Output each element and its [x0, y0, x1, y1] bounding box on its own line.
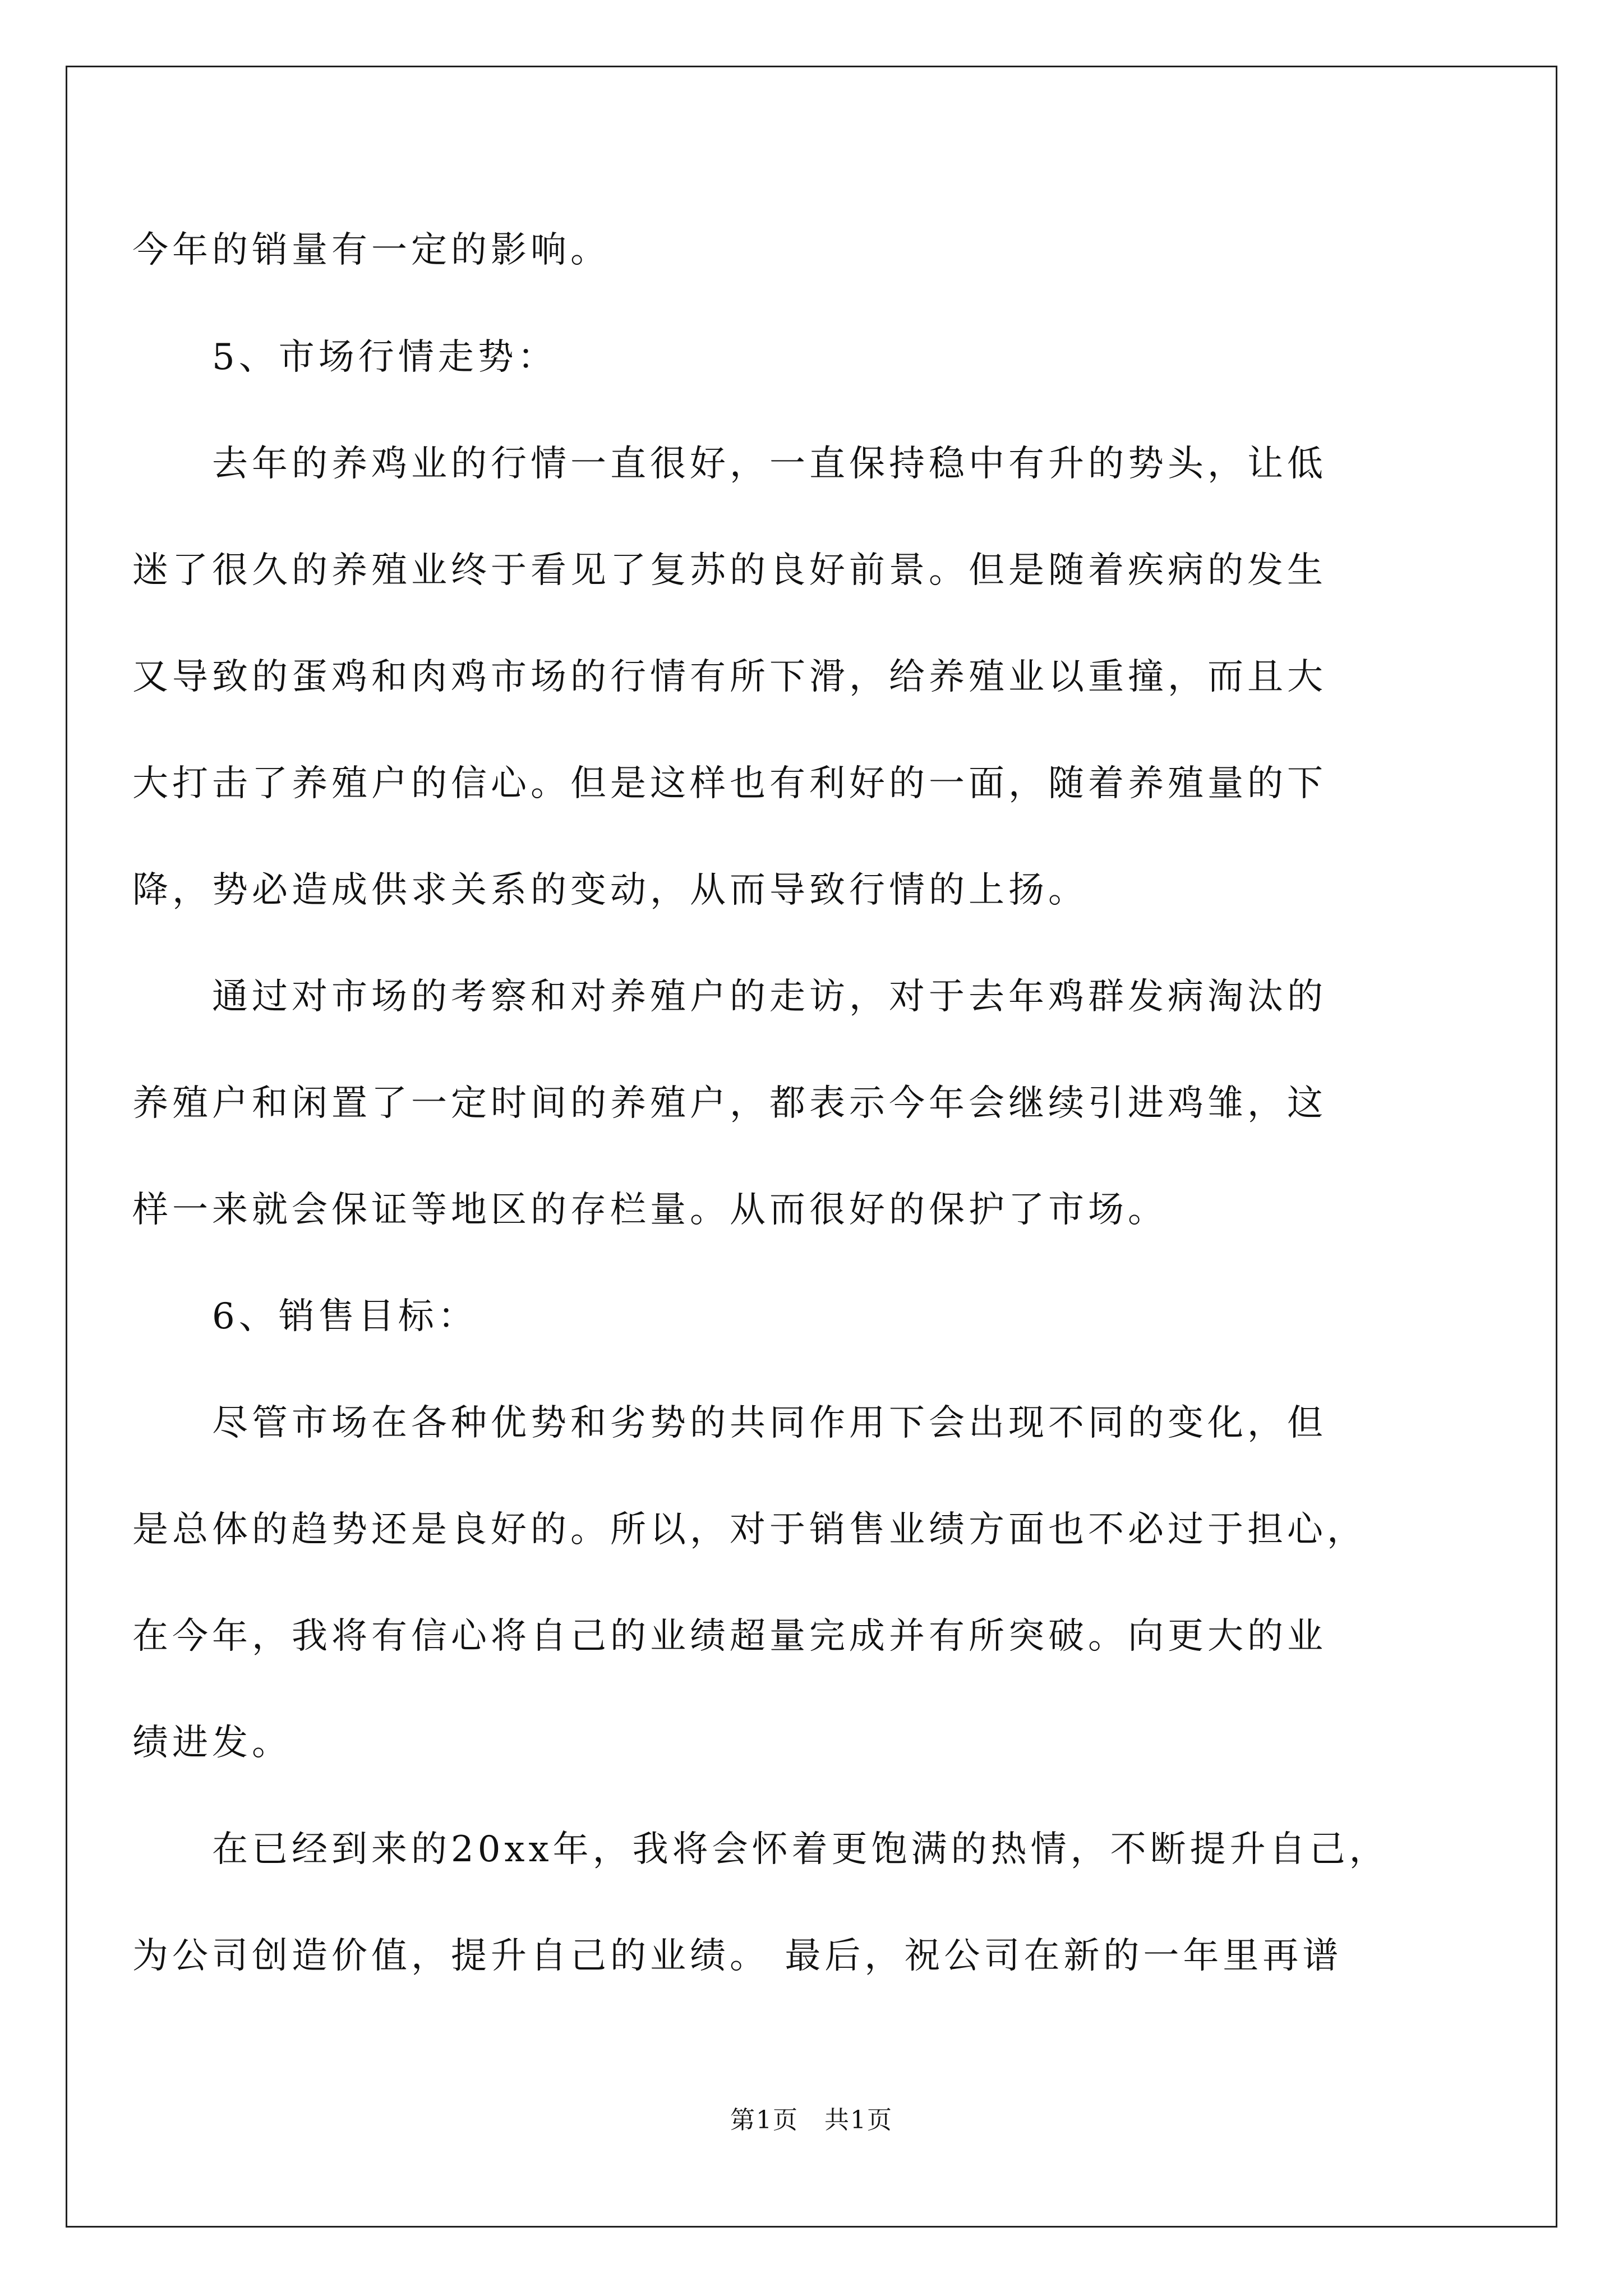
- text-line: 在已经到来的20xx年，我将会怀着更饱满的热情，不断提升自己，: [132, 1829, 1389, 1870]
- text-line: 养殖户和闲置了一定时间的养殖户，都表示今年会继续引进鸡雏，这: [132, 1083, 1327, 1124]
- text-line: 6、销售目标：: [132, 1296, 478, 1337]
- text-line: 大打击了养殖户的信心。但是这样也有利好的一面，随着养殖量的下: [132, 763, 1327, 804]
- text-line: 是总体的趋势还是良好的。所以，对于销售业绩方面也不必过于担心，: [132, 1509, 1367, 1550]
- text-line: 在今年，我将有信心将自己的业绩超量完成并有所突破。向更大的业: [132, 1616, 1327, 1657]
- text-line: 5、市场行情走势：: [132, 337, 557, 378]
- text-line: 去年的养鸡业的行情一直很好，一直保持稳中有升的势头，让低: [132, 443, 1327, 485]
- page-border: [66, 66, 1557, 2228]
- text-line: 通过对市场的考察和对养殖户的走访，对于去年鸡群发病淘汰的: [132, 976, 1327, 1018]
- page-footer: [0, 2105, 1623, 2136]
- text-line: 绩进发。: [132, 1722, 292, 1764]
- text-line: 尽管市场在各种优势和劣势的共同作用下会出现不同的变化，但: [132, 1402, 1327, 1444]
- text-line: 降，势必造成供求关系的变动，从而导致行情的上扬。: [132, 869, 1088, 911]
- page-number: 第1页 共1页: [730, 2106, 893, 2134]
- text-line: 样一来就会保证等地区的存栏量。从而很好的保护了市场。: [132, 1189, 1168, 1231]
- text-line: 为公司创造价值，提升自己的业绩。 最后，祝公司在新的一年里再谱: [132, 1935, 1343, 1977]
- text-line: 迷了很久的养殖业终于看见了复苏的良好前景。但是随着疾病的发生: [132, 550, 1327, 591]
- text-line: 又导致的蛋鸡和肉鸡市场的行情有所下滑，给养殖业以重撞，而且大: [132, 656, 1327, 698]
- text-line: 今年的销量有一定的影响。: [132, 229, 610, 271]
